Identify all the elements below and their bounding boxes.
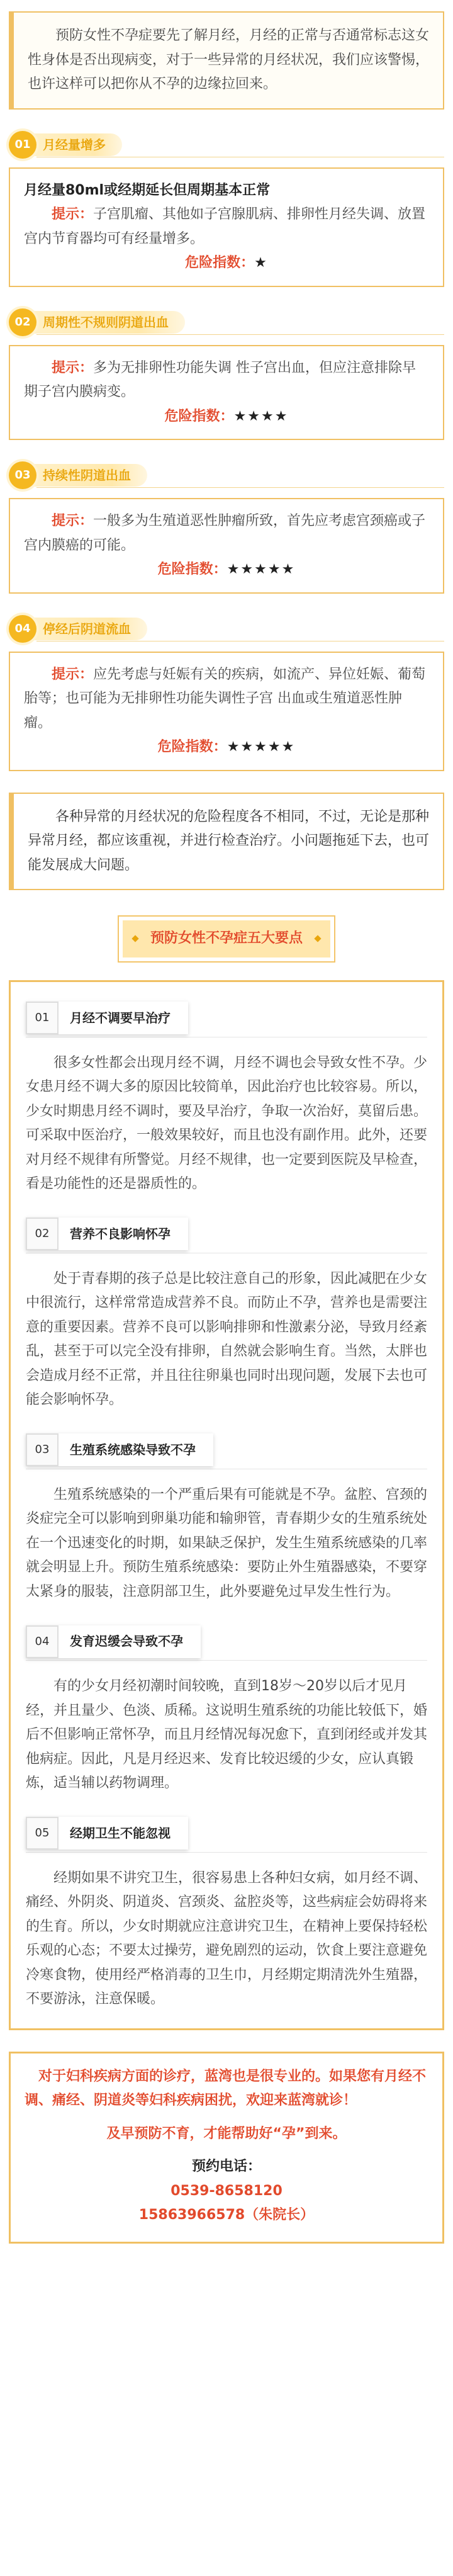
- section-heading: 月经量80ml或经期延长但周期基本正常: [24, 182, 271, 198]
- point-body: 很多女性都会出现月经不调，月经不调也会导致女性不孕。少女患月经不调大多的原因比较简单，因此治疗也比较容易。所以，少女时期患月经不调时，要及早治疗，争取一次治好，莫留后患。可采取中医治疗，一般效果较好，而且也没有副作用。此外，还要对月经不规律有所警觉。月经不规律，也一定要到医院及早检查，看是功能性的还是器质性的。: [26, 1054, 428, 1192]
- point-title: 月经不调要早治疗: [70, 1010, 171, 1025]
- section-hint: [24, 203, 429, 251]
- point-body: 处于青春期的孩子总是比较注意自己的形象，因此减肥在少女中很流行，这样常常造成营养不良。而防止不孕，营养也是需要注意的重要因素。营养不良可以影响排卵和性激素分泌，导致月经紊乱，甚至于可以完全没有排卵，自然就会影响生育。当然，太胖也会造成月经不正常，并且往往卵巢也同时出现问题，发展下去也可能会影响怀孕。: [26, 1270, 428, 1408]
- banner-frame: [118, 915, 335, 963]
- section-number: 02: [9, 308, 36, 336]
- hint-label: 提示：: [52, 666, 94, 682]
- section-title: 周期性不规则阴道出血: [30, 311, 185, 334]
- phone-number-1[interactable]: 0539-8658120: [171, 2183, 282, 2199]
- divider: [36, 334, 444, 335]
- intro-box: 预防女性不孕症要先了解月经，月经的正常与否通常标志这女性身体是否出现病变，对于一些异常的月经状况，我们应该警惕，也许这样可以把你从不孕的边缘拉回来。: [9, 11, 444, 110]
- point-number: 05: [26, 1817, 59, 1850]
- section-box-4: [9, 652, 444, 771]
- contact-lead: 对于妇科疾病方面的诊疗，蓝湾也是很专业的。如果您有月经不调、痛经、阴道炎等妇科疾病困扰，欢迎来蓝湾就诊！: [25, 2068, 427, 2108]
- section-header-3: [9, 461, 444, 489]
- danger-rating: [24, 405, 429, 429]
- divider: [36, 487, 444, 488]
- section-header-4: [9, 615, 444, 643]
- hint-text: 应先考虑与妊娠有关的疾病，如流产、异位妊娠、葡萄胎等；也可能为无排卵性功能失调性子宫 出血或生殖道恶性肿瘤。: [24, 666, 426, 731]
- section-hint: [24, 663, 429, 736]
- point-card: [26, 1002, 188, 1034]
- point-card: [26, 1817, 188, 1850]
- point-card: [26, 1433, 213, 1466]
- point-number: 03: [26, 1433, 59, 1466]
- point-header-2: [26, 1216, 427, 1253]
- danger-label: 危险指数：: [157, 739, 227, 755]
- section-box-1: [9, 167, 444, 287]
- star-icon: ★★★★: [233, 408, 289, 424]
- points-panel: [9, 980, 444, 2030]
- section-title: 持续性阴道出血: [30, 464, 147, 487]
- star-icon: ★★★★★: [226, 562, 296, 577]
- hint-label: 提示：: [52, 359, 94, 376]
- phone-number-2[interactable]: 15863966578（朱院长）: [138, 2207, 315, 2223]
- section-box-2: [9, 345, 444, 441]
- section-number: 01: [9, 131, 36, 159]
- section-number: 04: [9, 615, 36, 643]
- danger-label: 危险指数：: [164, 408, 234, 424]
- star-icon: ★★★★★: [226, 739, 296, 755]
- point-card: [26, 1217, 188, 1250]
- point-title: 生殖系统感染导致不孕: [70, 1442, 196, 1457]
- point-body: 经期如果不讲究卫生，很容易患上各种妇女病，如月经不调、痛经、外阴炎、阴道炎、宫颈炎、盆腔炎等，这些病症会妨碍将来的生育。所以，少女时期就应注意讲究卫生，在精神上要保持轻松乐观的心态；不要太过操劳，避免剧烈的运动，饮食上要注意避免冷寒食物，使用经严格消毒的卫生巾，月经期定期清洗外生殖器，不要游泳，注意保暖。: [26, 1870, 428, 2007]
- danger-label: 危险指数：: [185, 255, 255, 271]
- section-hint: [24, 356, 429, 405]
- star-icon: ★: [254, 255, 268, 271]
- point-header-1: [26, 1000, 427, 1037]
- point-header-5: [26, 1815, 427, 1853]
- hint-text: 多为无排卵性功能失调 性子宫出血，但应注意排除早期子宫内膜病变。: [24, 359, 417, 400]
- contact-slogan: 及早预防不育，才能帮助好“孕”到来。: [106, 2125, 347, 2142]
- section-number: 03: [9, 461, 36, 489]
- point-number: 04: [26, 1625, 59, 1658]
- banner: [9, 915, 444, 963]
- summary-box: 各种异常的月经状况的危险程度各不相同，不过，无论是那种异常月经，都应该重视，并进行检查治疗。小问题拖延下去，也可能发展成大问题。: [9, 793, 444, 891]
- section-title: 停经后阴道流血: [30, 618, 147, 640]
- point-header-4: [26, 1623, 427, 1661]
- danger-rating: [24, 735, 429, 760]
- point-number: 02: [26, 1217, 59, 1250]
- danger-rating: [24, 251, 429, 276]
- section-title: 月经量增多: [30, 133, 122, 156]
- danger-rating: [24, 558, 429, 582]
- hint-label: 提示：: [52, 206, 94, 222]
- point-body: 有的少女月经初潮时间较晚，直到18岁～20岁以后才见月经，并且量少、色淡、质稀。这说明生殖系统的功能比较低下，婚后不但影响正常怀孕，而且月经情况每况愈下，直到闭经或并发其他病症。因此，凡是月经迟来、发育比较迟缓的少女，应认真锻炼，适当辅以药物调理。: [26, 1678, 428, 1791]
- contact-box: [9, 2052, 444, 2244]
- point-body: 生殖系统感染的一个严重后果有可能就是不孕。盆腔、宫颈的炎症完全可以影响到卵巢功能和输卵管，青春期少女的生殖系统处在一个迅速变化的时期，如果缺乏保护，发生生殖系统感染的几率就会明显上升。预防生殖系统感染：要防止外生殖器感染，不要穿太紧身的服装，注意阴部卫生，此外要避免过早发生性行为。: [26, 1486, 428, 1600]
- danger-label: 危险指数：: [157, 562, 227, 577]
- point-number: 01: [26, 1002, 59, 1034]
- call-label: 预约电话：: [191, 2159, 261, 2174]
- banner-title: 预防女性不孕症五大要点: [123, 920, 330, 958]
- point-title: 发育迟缓会导致不孕: [70, 1634, 183, 1649]
- section-hint: [24, 509, 429, 558]
- point-header-3: [26, 1432, 427, 1469]
- point-title: 经期卫生不能忽视: [70, 1825, 171, 1841]
- section-header-2: [9, 308, 444, 336]
- point-card: [26, 1625, 201, 1658]
- point-title: 营养不良影响怀孕: [70, 1226, 171, 1241]
- hint-text: 子宫肌瘤、其他如子宫腺肌病、排卵性月经失调、放置宫内节育器均可有经量增多。: [24, 206, 426, 247]
- hint-text: 一般多为生殖道恶性肿瘤所致，首先应考虑宫颈癌或子宫内膜癌的可能。: [24, 513, 426, 553]
- hint-label: 提示：: [52, 513, 94, 529]
- section-box-3: [9, 498, 444, 594]
- section-header-1: [9, 131, 444, 159]
